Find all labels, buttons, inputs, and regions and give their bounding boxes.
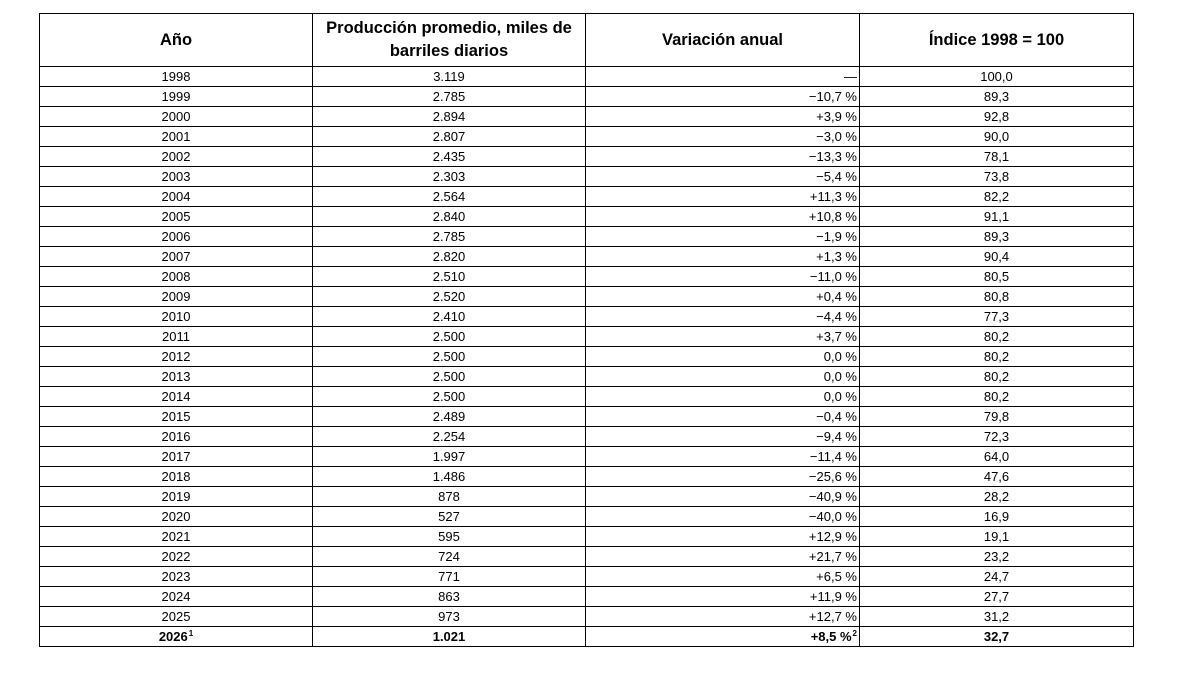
cell-production	[313, 367, 586, 387]
cell-annual-change-value: 0,0 %	[823, 369, 857, 384]
table-row	[40, 227, 1134, 247]
cell-year-value: 2002	[161, 149, 191, 164]
table-row	[40, 87, 1134, 107]
table-row	[40, 267, 1134, 287]
cell-production-value: 2.500	[432, 349, 466, 364]
cell-production	[313, 387, 586, 407]
cell-production	[313, 267, 586, 287]
cell-year-value: 2021	[161, 529, 191, 544]
cell-annual-change	[586, 267, 860, 287]
cell-annual-change	[586, 387, 860, 407]
cell-year	[40, 427, 313, 447]
cell-annual-change-value: +6,5 %	[816, 569, 857, 584]
cell-annual-change	[586, 307, 860, 327]
table-row	[40, 487, 1134, 507]
cell-annual-change-value: +0,4 %	[816, 289, 857, 304]
cell-index-value: 80,8	[983, 289, 1010, 304]
cell-year-value: 2008	[161, 269, 191, 284]
cell-index-value: 23,2	[983, 549, 1010, 564]
cell-year	[40, 307, 313, 327]
cell-year	[40, 567, 313, 587]
cell-annual-change-value: +8,5 %	[810, 629, 852, 644]
cell-production-value: 2.520	[432, 289, 466, 304]
cell-production	[313, 327, 586, 347]
cell-annual-change-value: 0,0 %	[823, 349, 857, 364]
cell-index-value: 80,2	[983, 349, 1010, 364]
table-row	[40, 627, 1134, 647]
table-row	[40, 167, 1134, 187]
table-row	[40, 547, 1134, 567]
cell-production	[313, 607, 586, 627]
cell-production-value: 2.500	[432, 369, 466, 384]
cell-production	[313, 407, 586, 427]
cell-year-value: 2004	[161, 189, 191, 204]
cell-annual-change-value: −0,4 %	[816, 409, 857, 424]
cell-annual-change	[586, 207, 860, 227]
cell-year-value: 2026	[158, 629, 188, 644]
cell-annual-change-value: +10,8 %	[808, 209, 857, 224]
cell-year-value: 2009	[161, 289, 191, 304]
cell-index-value: 80,2	[983, 369, 1010, 384]
cell-index-value: 79,8	[983, 409, 1010, 424]
cell-index-value: 89,3	[983, 229, 1010, 244]
cell-year-value: 2003	[161, 169, 191, 184]
table-row	[40, 527, 1134, 547]
cell-production-value: 2.840	[432, 209, 466, 224]
cell-index	[860, 247, 1134, 267]
cell-annual-change	[586, 87, 860, 107]
cell-index	[860, 507, 1134, 527]
cell-index-value: 72,3	[983, 429, 1010, 444]
cell-year	[40, 147, 313, 167]
cell-year-value: 2012	[161, 349, 191, 364]
cell-year	[40, 247, 313, 267]
cell-annual-change-value: 0,0 %	[823, 389, 857, 404]
cell-annual-change-value: −9,4 %	[816, 429, 857, 444]
cell-index	[860, 587, 1134, 607]
cell-index-value: 80,2	[983, 329, 1010, 344]
cell-annual-change	[586, 627, 860, 647]
cell-index	[860, 147, 1134, 167]
cell-production	[313, 207, 586, 227]
cell-index-value: 92,8	[983, 109, 1010, 124]
cell-production	[313, 107, 586, 127]
cell-production-value: 2.510	[432, 269, 466, 284]
cell-production-value: 973	[438, 609, 460, 624]
cell-year-value: 2014	[161, 389, 191, 404]
cell-annual-change-value: +11,9 %	[809, 589, 857, 604]
cell-annual-change-value: −13,3 %	[808, 149, 857, 164]
cell-production	[313, 87, 586, 107]
cell-production-value: 2.500	[432, 389, 466, 404]
cell-annual-change	[586, 467, 860, 487]
cell-year	[40, 87, 313, 107]
cell-index	[860, 67, 1134, 87]
cell-annual-change-value: −1,9 %	[816, 229, 857, 244]
footnote-marker: 2	[852, 629, 857, 638]
cell-year-value: 2005	[161, 209, 191, 224]
table-row	[40, 127, 1134, 147]
cell-production	[313, 427, 586, 447]
cell-annual-change	[586, 567, 860, 587]
cell-index	[860, 227, 1134, 247]
cell-index	[860, 467, 1134, 487]
cell-annual-change-value: —	[844, 69, 857, 84]
cell-year	[40, 327, 313, 347]
cell-production-value: 3.119	[433, 69, 465, 84]
cell-production	[313, 567, 586, 587]
cell-production-value: 1.021	[432, 629, 466, 644]
cell-year	[40, 287, 313, 307]
cell-year-value: 2016	[161, 429, 191, 444]
cell-year-value: 2020	[161, 509, 191, 524]
table-row	[40, 447, 1134, 467]
table-header-row	[40, 14, 1134, 67]
cell-index	[860, 187, 1134, 207]
cell-index-value: 27,7	[983, 589, 1010, 604]
cell-production-value: 2.410	[432, 309, 466, 324]
table-row	[40, 507, 1134, 527]
data-table-container	[39, 13, 1134, 647]
table-row	[40, 207, 1134, 227]
cell-production-value: 771	[438, 569, 460, 584]
cell-annual-change	[586, 367, 860, 387]
cell-production-value: 2.303	[432, 169, 466, 184]
cell-year-value: 2007	[161, 249, 191, 264]
cell-production-value: 863	[438, 589, 460, 604]
cell-production	[313, 467, 586, 487]
cell-production-value: 1.486	[432, 469, 466, 484]
cell-index	[860, 347, 1134, 367]
cell-production	[313, 347, 586, 367]
cell-production	[313, 527, 586, 547]
header-annual-change: Variación anual	[586, 14, 860, 67]
cell-index-value: 82,2	[983, 189, 1010, 204]
cell-year	[40, 547, 313, 567]
cell-index-value: 80,5	[983, 269, 1010, 284]
cell-year-value: 2022	[161, 549, 191, 564]
cell-production-value: 724	[438, 549, 460, 564]
cell-production	[313, 507, 586, 527]
cell-year-value: 2023	[161, 569, 191, 584]
cell-year-value: 2011	[162, 329, 190, 344]
cell-annual-change	[586, 227, 860, 247]
cell-annual-change-value: +12,7 %	[808, 609, 857, 624]
cell-index	[860, 207, 1134, 227]
cell-year	[40, 107, 313, 127]
cell-annual-change-value: −40,0 %	[808, 509, 857, 524]
cell-year	[40, 127, 313, 147]
cell-production-value: 2.435	[432, 149, 466, 164]
cell-index-value: 24,7	[983, 569, 1010, 584]
table-row	[40, 387, 1134, 407]
footnote-marker: 1	[188, 629, 194, 638]
cell-year-value: 1998	[161, 69, 191, 84]
cell-annual-change-value: +1,3 %	[816, 249, 857, 264]
cell-production	[313, 187, 586, 207]
cell-annual-change-value: +12,9 %	[808, 529, 857, 544]
cell-annual-change	[586, 507, 860, 527]
cell-year	[40, 167, 313, 187]
cell-annual-change	[586, 427, 860, 447]
cell-index-value: 73,8	[983, 169, 1010, 184]
cell-index-value: 77,3	[983, 309, 1010, 324]
cell-annual-change	[586, 167, 860, 187]
cell-index-value: 90,0	[983, 129, 1010, 144]
cell-annual-change-value: −3,0 %	[816, 129, 857, 144]
cell-annual-change	[586, 447, 860, 467]
cell-production-value: 878	[438, 489, 460, 504]
cell-production	[313, 227, 586, 247]
table-row	[40, 147, 1134, 167]
cell-annual-change	[586, 147, 860, 167]
table-row	[40, 287, 1134, 307]
cell-production	[313, 627, 586, 647]
cell-index-value: 32,7	[983, 629, 1010, 644]
cell-annual-change	[586, 327, 860, 347]
cell-year-value: 2015	[161, 409, 191, 424]
cell-production-value: 2.785	[432, 229, 466, 244]
cell-production-value: 2.807	[432, 129, 466, 144]
cell-annual-change	[586, 187, 860, 207]
cell-index	[860, 307, 1134, 327]
cell-year-value: 2013	[161, 369, 191, 384]
cell-index	[860, 167, 1134, 187]
cell-annual-change-value: −4,4 %	[816, 309, 857, 324]
oil-production-table	[39, 13, 1134, 647]
cell-year-value: 2019	[161, 489, 191, 504]
table-body	[40, 67, 1134, 647]
cell-index-value: 91,1	[983, 209, 1010, 224]
cell-index	[860, 407, 1134, 427]
table-row	[40, 407, 1134, 427]
cell-year	[40, 207, 313, 227]
cell-production-value: 2.820	[432, 249, 466, 264]
cell-annual-change	[586, 547, 860, 567]
cell-production	[313, 547, 586, 567]
cell-production-value: 595	[438, 529, 460, 544]
cell-annual-change	[586, 347, 860, 367]
cell-production-value: 2.894	[432, 109, 466, 124]
table-row	[40, 327, 1134, 347]
cell-year	[40, 187, 313, 207]
cell-annual-change	[586, 407, 860, 427]
cell-annual-change-value: +3,9 %	[816, 109, 857, 124]
cell-year-value: 2018	[161, 469, 191, 484]
cell-annual-change-value: −5,4 %	[816, 169, 857, 184]
cell-index	[860, 127, 1134, 147]
cell-annual-change-value: −40,9 %	[808, 489, 857, 504]
table-row	[40, 247, 1134, 267]
cell-production	[313, 447, 586, 467]
cell-year-value: 2017	[161, 449, 191, 464]
cell-production	[313, 487, 586, 507]
cell-index-value: 80,2	[983, 389, 1010, 404]
header-production: Producción promedio, miles de barriles diarios	[313, 14, 586, 67]
cell-year	[40, 227, 313, 247]
cell-index	[860, 567, 1134, 587]
cell-index	[860, 287, 1134, 307]
cell-index-value: 64,0	[983, 449, 1010, 464]
cell-production	[313, 167, 586, 187]
cell-index	[860, 87, 1134, 107]
cell-index	[860, 607, 1134, 627]
cell-year	[40, 507, 313, 527]
cell-annual-change	[586, 607, 860, 627]
cell-annual-change	[586, 127, 860, 147]
cell-production	[313, 127, 586, 147]
cell-annual-change	[586, 247, 860, 267]
cell-annual-change-value: −10,7 %	[808, 89, 857, 104]
cell-year	[40, 407, 313, 427]
cell-index-value: 90,4	[983, 249, 1010, 264]
cell-index-value: 31,2	[983, 609, 1010, 624]
table-row	[40, 107, 1134, 127]
table-row	[40, 607, 1134, 627]
cell-year-value: 2006	[161, 229, 191, 244]
cell-production-value: 2.785	[432, 89, 466, 104]
cell-year	[40, 387, 313, 407]
cell-annual-change-value: +3,7 %	[816, 329, 857, 344]
cell-production	[313, 67, 586, 87]
cell-index	[860, 547, 1134, 567]
cell-year	[40, 347, 313, 367]
cell-index	[860, 367, 1134, 387]
cell-index	[860, 527, 1134, 547]
cell-year	[40, 627, 313, 647]
table-row	[40, 427, 1134, 447]
cell-index	[860, 267, 1134, 287]
cell-production-value: 2.564	[432, 189, 466, 204]
cell-year-value: 2024	[161, 589, 191, 604]
cell-index	[860, 387, 1134, 407]
cell-index-value: 47,6	[983, 469, 1010, 484]
cell-year	[40, 587, 313, 607]
cell-index-value: 78,1	[983, 149, 1010, 164]
cell-year-value: 2010	[161, 309, 191, 324]
cell-production	[313, 307, 586, 327]
cell-annual-change	[586, 487, 860, 507]
table-row	[40, 367, 1134, 387]
cell-annual-change-value: +21,7 %	[808, 549, 857, 564]
cell-production-value: 2.500	[432, 329, 466, 344]
cell-production	[313, 147, 586, 167]
header-index: Índice 1998 = 100	[860, 14, 1134, 67]
cell-production-value: 2.254	[432, 429, 466, 444]
cell-production	[313, 587, 586, 607]
cell-index	[860, 627, 1134, 647]
cell-index	[860, 107, 1134, 127]
cell-annual-change-value: −11,4 %	[809, 449, 857, 464]
cell-year-value: 2001	[161, 129, 191, 144]
cell-year-value: 2025	[161, 609, 191, 624]
cell-year	[40, 487, 313, 507]
table-row	[40, 67, 1134, 87]
table-row	[40, 467, 1134, 487]
cell-production-value: 1.997	[432, 449, 466, 464]
cell-year	[40, 607, 313, 627]
cell-production	[313, 247, 586, 267]
cell-year	[40, 447, 313, 467]
cell-index-value: 16,9	[983, 509, 1010, 524]
cell-annual-change-value: −11,0 %	[809, 269, 857, 284]
cell-annual-change	[586, 287, 860, 307]
cell-year	[40, 267, 313, 287]
cell-year	[40, 67, 313, 87]
cell-annual-change	[586, 107, 860, 127]
cell-production-value: 527	[438, 509, 460, 524]
cell-annual-change-value: +11,3 %	[809, 189, 857, 204]
cell-index	[860, 447, 1134, 467]
cell-year	[40, 367, 313, 387]
cell-year	[40, 527, 313, 547]
header-year: Año	[40, 14, 313, 67]
cell-index-value: 89,3	[983, 89, 1010, 104]
cell-index-value: 28,2	[983, 489, 1010, 504]
cell-index-value: 100,0	[980, 69, 1013, 84]
cell-year-value: 1999	[161, 89, 191, 104]
table-row	[40, 307, 1134, 327]
cell-annual-change	[586, 587, 860, 607]
cell-index	[860, 327, 1134, 347]
cell-annual-change-value: −25,6 %	[808, 469, 857, 484]
table-row	[40, 567, 1134, 587]
table-row	[40, 587, 1134, 607]
cell-index-value: 19,1	[983, 529, 1010, 544]
cell-annual-change	[586, 67, 860, 87]
table-row	[40, 187, 1134, 207]
cell-production	[313, 287, 586, 307]
cell-index	[860, 487, 1134, 507]
cell-production-value: 2.489	[432, 409, 466, 424]
cell-index	[860, 427, 1134, 447]
cell-year	[40, 467, 313, 487]
cell-year-value: 2000	[161, 109, 191, 124]
table-row	[40, 347, 1134, 367]
cell-annual-change	[586, 527, 860, 547]
